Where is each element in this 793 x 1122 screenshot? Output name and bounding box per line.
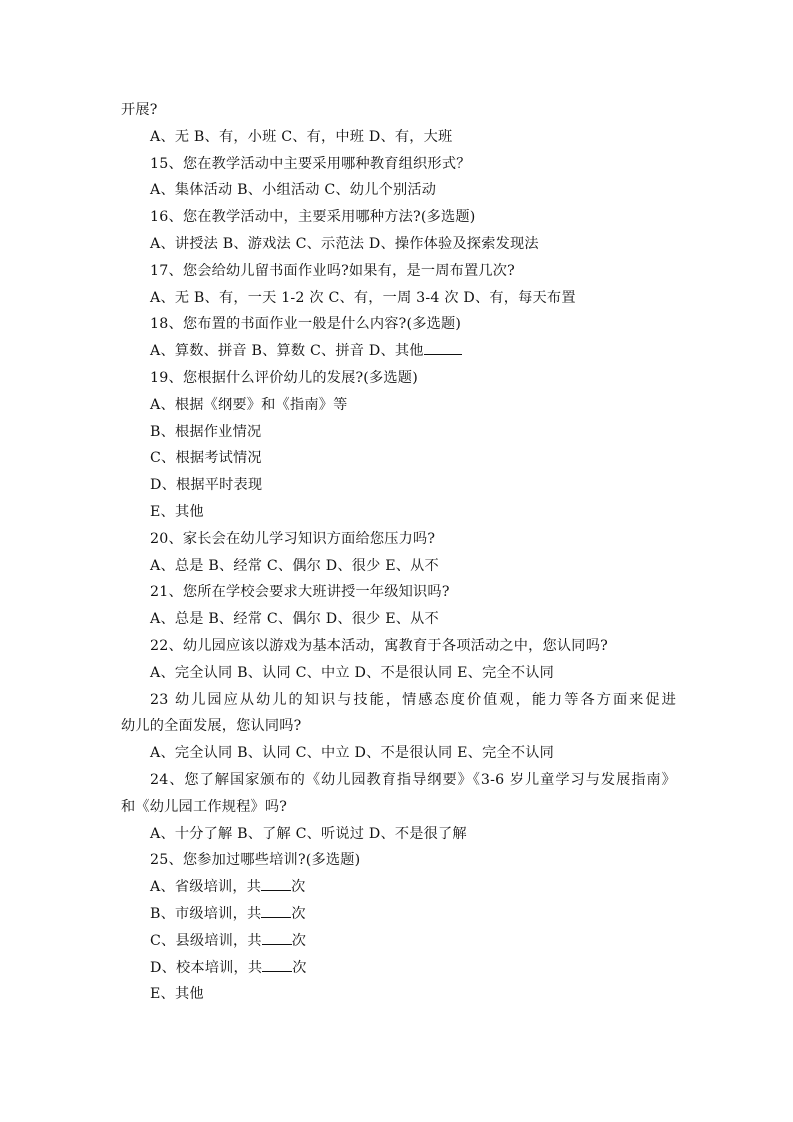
question-18: 18、您布置的书面作业一般是什么内容?(多选题): [150, 316, 462, 333]
fill-in-blank: [261, 902, 291, 918]
question-23-continued: 幼儿的全面发展，您认同吗?: [121, 718, 302, 735]
answer-options: [121, 338, 676, 365]
answer-option-suffix: 次: [292, 959, 307, 976]
answer-option-suffix: 次: [291, 905, 306, 922]
answer-option: D、根据平时表现: [150, 477, 263, 494]
answer-option: E、其他: [150, 986, 204, 1003]
fill-in-blank: [262, 956, 292, 972]
answer-options: A、集体活动 B、小组活动 C、幼儿个别活动: [150, 182, 437, 199]
answer-options: A、总是 B、经常 C、偶尔 D、很少 E、从不: [150, 557, 439, 574]
answer-options-text: A、算数、拼音 B、算数 C、拼音 D、其他: [150, 343, 424, 360]
answer-option: E、其他: [150, 503, 204, 520]
question-19: 19、您根据什么评价幼儿的发展?(多选题): [150, 369, 418, 386]
question-16: 16、您在教学活动中，主要采用哪种方法?(多选题): [150, 209, 476, 226]
questionnaire-text: [121, 97, 676, 1008]
answer-option-text: C、县级培训，共: [150, 932, 262, 949]
answer-option: [121, 928, 676, 955]
question-23: 23 幼儿园应从幼儿的知识与技能，情感态度价值观，能力等各方面来促进: [150, 691, 676, 708]
question-22: 22、幼儿园应该以游戏为基本活动，寓教育于各项活动之中，您认同吗?: [150, 637, 608, 654]
answer-option-text: A、省级培训，共: [150, 879, 262, 896]
answer-option: B、根据作业情况: [150, 423, 262, 440]
text-line: 开展?: [121, 102, 158, 118]
question-21: 21、您所在学校会要求大班讲授一年级知识吗?: [150, 584, 450, 601]
answer-options: A、十分了解 B、了解 C、听说过 D、不是很了解: [150, 825, 467, 842]
question-25: 25、您参加过哪些培训?(多选题): [150, 852, 361, 869]
answer-option: [121, 874, 676, 901]
answer-options: A、总是 B、经常 C、偶尔 D、很少 E、从不: [150, 611, 439, 628]
fill-in-blank: [262, 929, 292, 945]
answer-option-suffix: 次: [291, 879, 306, 896]
fill-in-blank: [261, 875, 291, 891]
question-15: 15、您在教学活动中主要采用哪种教育组织形式？: [150, 155, 471, 172]
answer-option: A、根据《纲要》和《指南》等: [150, 396, 348, 413]
answer-options: A、讲授法 B、游戏法 C、示范法 D、操作体验及探索发现法: [150, 235, 539, 252]
answer-options: A、完全认同 B、认同 C、中立 D、不是很认同 E、完全不认同: [150, 745, 555, 762]
answer-option: C、根据考试情况: [150, 450, 262, 467]
fill-in-blank: [424, 339, 462, 355]
question-24-continued: 和《幼儿园工作规程》吗?: [121, 798, 288, 815]
answer-option: [121, 955, 676, 982]
answer-option: [121, 901, 676, 928]
answer-option-suffix: 次: [291, 932, 307, 949]
answer-option-text: B、市级培训，共: [150, 905, 262, 922]
question-20: 20、家长会在幼儿学习知识方面给您压力吗?: [150, 530, 436, 547]
question-24: 24、您了解国家颁布的《幼儿园教育指导纲要》《3-6 岁儿童学习与发展指南》: [150, 771, 676, 788]
answer-option-text: D、校本培训，共: [150, 959, 263, 976]
answer-options: A、无 B、有，一天 1-2 次 C、有，一周 3-4 次 D、有，每天布置: [150, 289, 576, 306]
question-17: 17、您会给幼儿留书面作业吗?如果有，是一周布置几次?: [150, 262, 515, 279]
answer-options: A、无 B、有，小班 C、有，中班 D、有，大班: [150, 128, 453, 145]
answer-options: A、完全认同 B、认同 C、中立 D、不是很认同 E、完全不认同: [150, 664, 555, 681]
